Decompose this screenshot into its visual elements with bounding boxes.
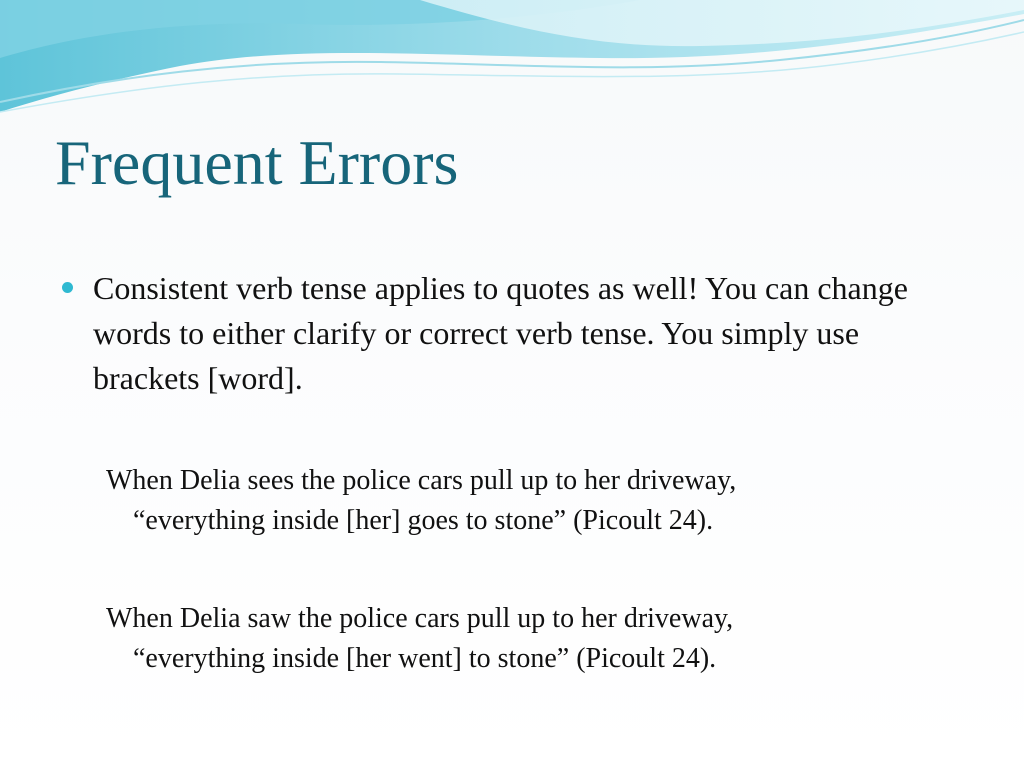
example-quote-line: When Delia saw the police cars pull up to her driveway, (106, 603, 734, 634)
example-quote-past (106, 599, 986, 679)
bullet-dot-icon (62, 282, 73, 293)
example-quote-line: When Delia sees the police cars pull up to her driveway, (106, 465, 737, 496)
wave-header-decoration (0, 0, 1024, 130)
slide-title: Frequent Errors (55, 127, 459, 198)
example-quote-present (106, 461, 986, 541)
example-quote-line: “everything inside [her went] to stone” (Picoult 24). (133, 643, 717, 674)
example-quote-line: “everything inside [her] goes to stone” (Picoult 24). (133, 505, 714, 536)
bullet-text: Consistent verb tense applies to quotes as well! You can change words to either clarify or correct verb tense. You simply use brackets [word]. (93, 270, 908, 396)
